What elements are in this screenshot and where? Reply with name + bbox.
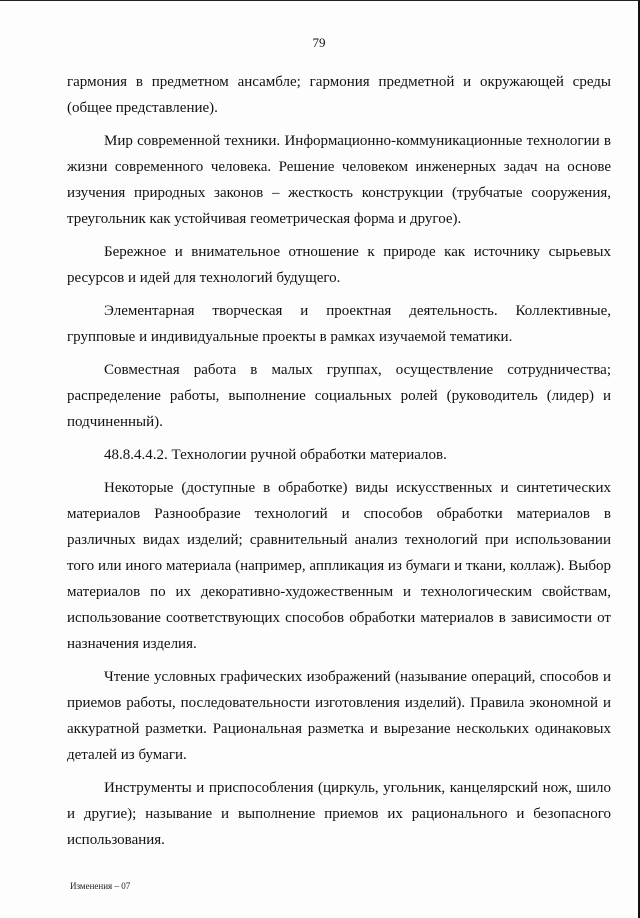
paragraph-3: Бережное и внимательное отношение к природе как источнику сырьевых ресурсов и идей для технологий будущего. [67, 244, 611, 286]
paragraph-7: Чтение условных графических изображений (называние операций, способов и приемов работы, последовательности изготовления изделий). Правила экономной и аккуратной разметки. Рациональная разметка и вырезание нескольких одинаковых деталей из бумаги. [67, 669, 611, 763]
paragraph-1: гармония в предметном ансамбле; гармония предметной и окружающей среды (общее представление). [67, 74, 611, 116]
page-number: 79 [312, 35, 326, 50]
paragraph-8: Инструменты и приспособления (циркуль, угольник, канцелярский нож, шило и другие); называние и выполнение приемов их рационального и безопасного использования. [67, 780, 611, 848]
document-body [67, 69, 611, 860]
section-heading: 48.8.4.4.2. Технологии ручной обработки материалов. [104, 447, 447, 463]
paragraph-5: Совместная работа в малых группах, осуществление сотрудничества; распределение работы, выполнение социальных ролей (руководитель (лидер) и подчиненный). [67, 362, 611, 430]
paragraph-4: Элементарная творческая и проектная деятельность. Коллективные, групповые и индивидуальные проекты в рамках изучаемой тематики. [67, 303, 611, 345]
paragraph-6: Некоторые (доступные в обработке) виды искусственных и синтетических материалов Разнообразие технологий и способов обработки материалов в различных видах изделий; сравнительный анализ технологий при использовании того или иного материала (например, аппликация из бумаги и ткани, коллаж). Выбор материалов по их декоративно-художественным и технологическим свойствам, использование соответствующих способов обработки материалов в зависимости от назначения изделия. [67, 480, 611, 652]
paragraph-2: Мир современной техники. Информационно-коммуникационные технологии в жизни современного человека. Решение человеком инженерных задач на основе изучения природных законов – жесткость конструкции (трубчатые сооружения, треугольник как устойчивая геометрическая форма и другое). [67, 133, 611, 227]
revision-footer: Изменения – 07 [70, 881, 131, 891]
